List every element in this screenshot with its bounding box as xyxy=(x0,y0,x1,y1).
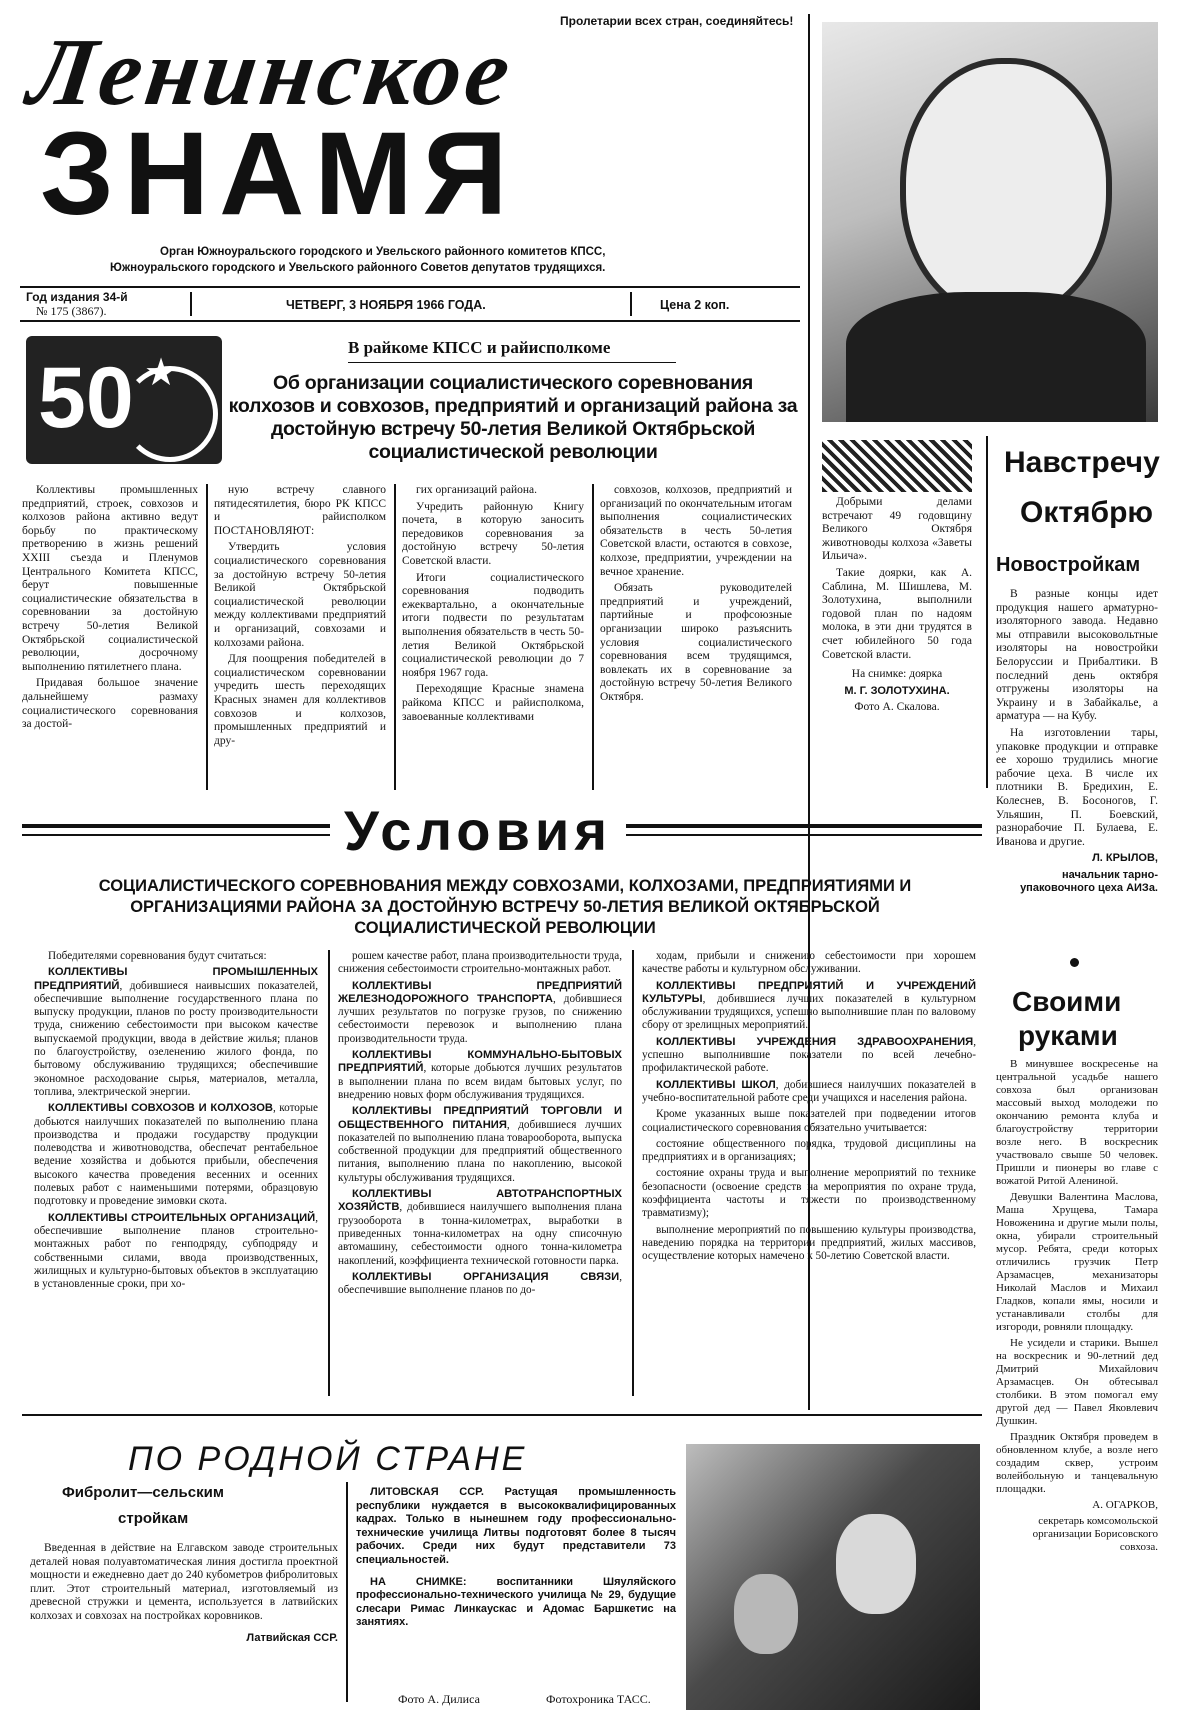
photo-credit: Фото А. Дилиса xyxy=(398,1692,480,1706)
emblem-arc xyxy=(122,366,218,462)
paragraph: состояние общественного порядка, трудовой дисциплины на предприятиях и в организациях; xyxy=(642,1137,976,1164)
paragraph: КОЛЛЕКТИВЫ СОВХОЗОВ И КОЛХОЗОВ, которые добьются наилучших показателей по выполнению плана производства и продажи государству продукции полеводства и животноводства, обеспечат рентабельное ведение хозяйства и добьются прибыли, обеспечения высокого качества проведения весенних и осенних полевых работ с наименьшими потерями, образцовую подготовку и проведение зимовки скота. xyxy=(34,1102,318,1208)
paragraph: В разные концы идет продукция нашего арматурно-изоляторного завода. Недавно мы отправили высоковольтные изоляторы на новостройки Белоруссии и Прибалтики. В последний день октября отгружены изоляторы на Украину и в Забайкалье, а арматура — на Кубу. xyxy=(996,588,1158,723)
paragraph: Переходящие Красные знамена райкома КПСС и райисполкома, завоеванные коллективами xyxy=(402,683,584,723)
paragraph: На изготовлении тары, упаковке продукции и отправке ее хорошо трудились многие рабочие цеха. В числе их плотники В. Бредихин, Е. Колеснев, В. Босоногов, Г. Ульяшин, П. Боевский, разнорабочие П. Булаева, Е. Иванова и другие. xyxy=(996,726,1158,848)
sidebar1-subtitle: Новостройкам xyxy=(996,554,1141,576)
students-photo xyxy=(686,1444,980,1710)
lithuania-text xyxy=(356,1486,676,1633)
conditions-title: Условия xyxy=(330,798,626,863)
bullet-icon xyxy=(1070,958,1079,967)
lead-col2 xyxy=(214,484,386,751)
organ-line1: Орган Южноуральского городского и Увельского районного комитетов КПСС, xyxy=(160,246,606,258)
divider xyxy=(630,292,632,316)
paragraph: Коллективы промышленных предприятий, строек, совхозов и колхозов района активно ведут борьбу по практическому претворению в жизнь решений XXIII съезда и Пленумов Центрального Комитета КПСС, берут повышенные социалистические обязательства в соревновании за достойную встречу 50-летия Великой Октябрьской социалистической революции, досрочному выполнению пятилетнего плана. xyxy=(22,484,198,673)
photo-credit: Фото А. Скалова. xyxy=(854,701,940,714)
paragraph: Обязать руководителей предприятий и учреждений, партийные и профсоюзные организации широко разъяснить условия социалистического соревнования всем трудящимся, вовлекать их в соревнование за достойную встречу 50-летия Великого Октября. xyxy=(600,582,792,703)
paragraph: состояние охраны труда и выполнение мероприятий по технике безопасности (освоение средств на мероприятия по охране труда, коэффициента частоты и тяжести по производственному травматизму); xyxy=(642,1167,976,1220)
column-rule xyxy=(328,950,330,1396)
section-rule xyxy=(22,1414,982,1416)
fibrolite-title1: Фибролит—сельским xyxy=(62,1484,224,1501)
masthead xyxy=(20,10,800,310)
paragraph: ходам, прибыли и снижению себестоимости при хорошем качестве работы и культурном обслуживании. xyxy=(642,950,976,976)
paragraph: ную встречу славного пятидесятилетия, бюро РК КПСС и райисполком ПОСТАНОВЛЯЮТ: xyxy=(214,484,386,537)
paragraph: Добрыми делами встречают 49 годовщину Великого Октября животноводы колхоза «Заветы Ильича». xyxy=(822,496,972,563)
conditions-col3 xyxy=(642,950,976,1267)
conditions-subtitle: СОЦИАЛИСТИЧЕСКОГО СОРЕВНОВАНИЯ МЕЖДУ СОВХОЗАМИ, КОЛХОЗАМИ, ПРЕДПРИЯТИЯМИ И ОРГАНИЗАЦИЯМИ РАЙОНА ЗА ДОСТОЙНУЮ ВСТРЕЧУ 50-ЛЕТИЯ ВЕЛИКОЙ ОКТЯБРЬСКОЙ СОЦИАЛИСТИЧЕСКОЙ РЕВОЛЮЦИИ xyxy=(98,877,912,937)
sidebar2-title1: Своими xyxy=(1012,986,1122,1017)
source-label: Латвийская ССР. xyxy=(246,1631,338,1644)
column-rule xyxy=(632,950,634,1396)
sidebar1-title1: Навстречу xyxy=(1004,446,1160,479)
agency-credit: Фотохроника ТАСС. xyxy=(546,1692,651,1706)
paragraph: Такие доярки, как А. Саблина, М. Шишлева, М. Золотухина, выполнили годовой план по надоям молока, в эти дни трудятся в счет юбилейного 50 года Советской власти. xyxy=(822,566,972,661)
paragraph: гих организаций района. xyxy=(416,484,538,496)
lead-col4 xyxy=(600,484,792,708)
paragraph: Кроме указанных выше показателей при подведении итогов социалистического соревнования обязательно учитывается: xyxy=(642,1108,976,1134)
sidebar2-text xyxy=(996,1058,1158,1557)
slogan: Пролетарии всех стран, соединяйтесь! xyxy=(560,14,794,28)
title-line1: Ленинское xyxy=(22,18,521,125)
column-rule xyxy=(986,436,988,788)
paragraph: Итоги социалистического соревнования подводить ежеквартально, а окончательные итоги подвести по результатам выполнения обязательств в честь 50-летия Великой Октябрьской социалистической революции до 7 ноября 1967 года. xyxy=(402,571,584,679)
photo-ornament xyxy=(822,440,972,492)
photo-caption: НА СНИМКЕ: воспитанники Шяуляйского профессионально-технического училища № 29, будущие слесари Римас Линкаускас и Адомас Баршкетис на занятиях. xyxy=(356,1575,676,1629)
portrait-photo xyxy=(822,22,1158,422)
lead-col1 xyxy=(22,484,198,735)
signature-name: А. ОГАРКОВ, xyxy=(1092,1499,1158,1511)
paragraph: совхозов, колхозов, предприятий и организаций по окончательным итогам выполнения социалистических обязательств в честь 50-летия Советской власти, остаются в совхозе, колхозе, предприятии, учреждении на вечное хранение. xyxy=(600,484,792,578)
paragraph: КОЛЛЕКТИВЫ ПРЕДПРИЯТИЙ ЖЕЛЕЗНОДОРОЖНОГО ТРАНСПОРТА, добившиеся лучших результатов по погрузке грузов, по снижению себестоимости перевозок и выполнению плана производительности труда. xyxy=(338,979,622,1045)
paragraph: Учредить районную Книгу почета, в которую заносить передовиков соревнования за достойную встречу 50-летия Советской власти. xyxy=(402,500,584,567)
paragraph: КОЛЛЕКТИВЫ АВТОТРАНСПОРТНЫХ ХОЗЯЙСТВ, добившиеся наилучшего выполнения плана грузооборота в тонна-километрах, выработки в приведенных тонна-километрах на одну списочную автомашину, себестоимости одного тонна-километра накоплений, коэффициента технической готовности парка. xyxy=(338,1188,622,1267)
student-head-shape xyxy=(836,1514,916,1614)
paragraph: КОЛЛЕКТИВЫ ШКОЛ, добившиеся наилучших показателей в учебно-воспитательной работе среди учащихся и населения района. xyxy=(642,1078,976,1104)
paragraph: КОЛЛЕКТИВЫ ОРГАНИЗАЦИЯ СВЯЗИ, обеспечившие выполнение планов по до- xyxy=(338,1270,622,1297)
paragraph: выполнение мероприятий по повышению культуры производства, наведению порядка на территории предприятий, жилых массивов, осуществление которых намечено к 50-летию Советской власти. xyxy=(642,1223,976,1263)
paragraph: КОЛЛЕКТИВЫ СТРОИТЕЛЬНЫХ ОРГАНИЗАЦИЙ, обеспечившие выполнение планов строительно-монтажных работ по генподряду, субподряду и собственными силами, ввода производственных, жилищных и культурно-бытовых объектов в эксплуатацию в установленные сроки, при хо- xyxy=(34,1211,318,1291)
face-shape xyxy=(900,58,1112,320)
paragraph: КОЛЛЕКТИВЫ УЧРЕЖДЕНИЯ ЗДРАВООХРАНЕНИЯ, успешно выполнившие показатели по всей лечебно-профилактической работе. xyxy=(642,1035,976,1075)
portrait-text xyxy=(822,496,972,718)
conditions-col1 xyxy=(34,950,318,1294)
year: Год издания 34-й xyxy=(26,290,128,304)
sidebar1-title2: Октябрю xyxy=(1020,496,1154,529)
paragraph: КОЛЛЕКТИВЫ ПРЕДПРИЯТИЙ ТОРГОВЛИ И ОБЩЕСТВЕННОГО ПИТАНИЯ, добившиеся лучших показателей по выполнению плана товарооборота, выпуска собственной продукции для предприятий общественного питания, выполнению плана по накоплению, высокой культуры обслуживания трудящихся. xyxy=(338,1105,622,1184)
student-head-shape xyxy=(734,1574,798,1654)
date-rule xyxy=(20,320,800,322)
paragraph: КОЛЛЕКТИВЫ КОММУНАЛЬНО-БЫТОВЫХ ПРЕДПРИЯТИЙ, которые добьются лучших результатов в выполнении плана по всем видам бытовых услуг, по внедрению новых форм обслуживания трудящихся. xyxy=(338,1049,622,1101)
fibrolite-text xyxy=(30,1542,338,1648)
star-icon: ★ xyxy=(144,352,179,394)
kicker-rule xyxy=(348,362,676,363)
masthead-rule xyxy=(20,286,800,288)
lead-headline: Об организации социалистического соревнования колхозов и совхозов, предприятий и организаций района за достойную встречу 50-летия Великой Октябрьской социалистической революции xyxy=(228,372,798,463)
signature-name: Л. КРЫЛОВ, xyxy=(1092,852,1158,865)
price: Цена 2 коп. xyxy=(660,298,730,312)
fibrolite-title2: стройкам xyxy=(118,1510,189,1527)
paragraph: Для поощрения победителей в социалистическом соревновании учредить шесть переходящих Красных знамен для коллективов совхозов и колхозов, промышленных предприятий и дру- xyxy=(214,653,386,747)
column-rule xyxy=(346,1482,348,1702)
paragraph: Введенная в действие на Елгавском заводе строительных деталей новая полуавтоматическая линия достигла проектной мощности и ежедневно дает до 240 кубометров фибролитовых плит. Этот строительный материал, изготовляемый из древесной стружки и цемента, используется в латвийских колхозах и совхозах на постройках коровников. xyxy=(30,1542,338,1622)
paragraph: В минувшее воскресенье на центральной усадьбе нашего совхоза был организован массовый выход молодежи по окончанию ремонта клуба и благоустройству территории возле него. В воскресник участвовало свыше 50 человек. Пришли и пионеры во главе с вожатой Ритой Алениной. xyxy=(996,1058,1158,1187)
lead-col3 xyxy=(402,484,584,727)
country-title: ПО РОДНОЙ СТРАНЕ xyxy=(128,1440,528,1478)
coat-shape xyxy=(846,292,1146,422)
paragraph: КОЛЛЕКТИВЫ ПРЕДПРИЯТИЙ И УЧРЕЖДЕНИЙ КУЛЬТУРЫ, добившиеся лучших показателей в культурном обслуживании трудящихся, успешно выполнившие план по валовому сбору от зрелищных мероприятий. xyxy=(642,979,976,1032)
paragraph: ЛИТОВСКАЯ ССР. Растущая промышленность республики нуждается в высококвалифицированных кадрах. Только в нынешнем году профессионально-технические училища Литвы подготовят более 8 тысяч рабочих. Среди них будут представители 73 специальностей. xyxy=(356,1486,676,1566)
divider xyxy=(190,292,192,316)
paragraph: Праздник Октября проведем в обновленном клубе, а возле него создадим сквер, устроим волейбольную и танцевальную площадки. xyxy=(996,1431,1158,1495)
issue: № 175 (3867). xyxy=(36,304,107,318)
paragraph: Победителями соревнования будут считаться: xyxy=(48,950,267,962)
organ-line2: Южноуральского городского и Увельского районного Советов депутатов трудящихся. xyxy=(110,262,606,274)
sidebar1-text xyxy=(996,588,1158,899)
paragraph: Утвердить условия социалистического соревнования за достойную встречу 50-летия Великой Октябрьской социалистической революции между коллективами предприятий и организаций, совхозами и колхозами района. xyxy=(214,541,386,649)
jubilee-emblem xyxy=(26,336,222,464)
paragraph: КОЛЛЕКТИВЫ ПРОМЫШЛЕННЫХ ПРЕДПРИЯТИЙ, добившиеся наивысших показателей, обеспечившие выполнение государственного плана по выпуску продукции, планов по росту производительности труда, снижению себестоимости при высоком качестве выпускаемой продукции, ввода в действие жилья; планов по благоустройству, озеленению жилого фонда, по бытовому обслуживанию трудящихся; обеспечившие экономное расходование сырья, материалов, металла, топлива, электрической энергии. xyxy=(34,966,318,1098)
paragraph: рошем качестве работ, плана производительности труда, снижения себестоимости строительно-монтажных работ. xyxy=(338,950,622,976)
signature-role: начальник тарно-упаковочного цеха АИЗа. xyxy=(1020,868,1158,895)
title-line2: ЗНАМЯ xyxy=(40,108,518,240)
lead-kicker: В райкоме КПСС и райисполкоме xyxy=(348,338,611,357)
caption-label: На снимке: доярка xyxy=(851,668,943,681)
signature-role: секретарь комсомольской организации Борисовского совхоза. xyxy=(1032,1515,1158,1553)
column-rule xyxy=(592,484,594,790)
paragraph: Девушки Валентина Маслова, Маша Хрущева, Тамара Новоженина и другие мыли полы, окна, убирали строительный мусор. Ребята, среди которых отличились грузчик Петр Арзамасцев, механизаторы Николай Маслов и Михаил Гладков, копали ямы, носили и устанавливали столбы для изгороди, ровняли площадку. xyxy=(996,1191,1158,1333)
emblem-label: 50 xyxy=(38,350,134,446)
column-rule xyxy=(206,484,208,790)
paragraph: Не усидели и старики. Вышел на воскресник и 90-летний дед Дмитрий Михайлович Арзамасцев. Он обтесывал столбики. В этом помогал ему другой дед — Павел Яковлевич Душкин. xyxy=(996,1337,1158,1427)
caption-name: М. Г. ЗОЛОТУХИНА. xyxy=(844,684,950,697)
date: ЧЕТВЕРГ, 3 НОЯБРЯ 1966 ГОДА. xyxy=(286,298,486,312)
sidebar2-title2: руками xyxy=(1018,1020,1118,1051)
conditions-col2 xyxy=(338,950,622,1300)
paragraph: Придавая большое значение дальнейшему размаху социалистического соревнования за достой- xyxy=(22,677,198,731)
column-rule xyxy=(394,484,396,790)
